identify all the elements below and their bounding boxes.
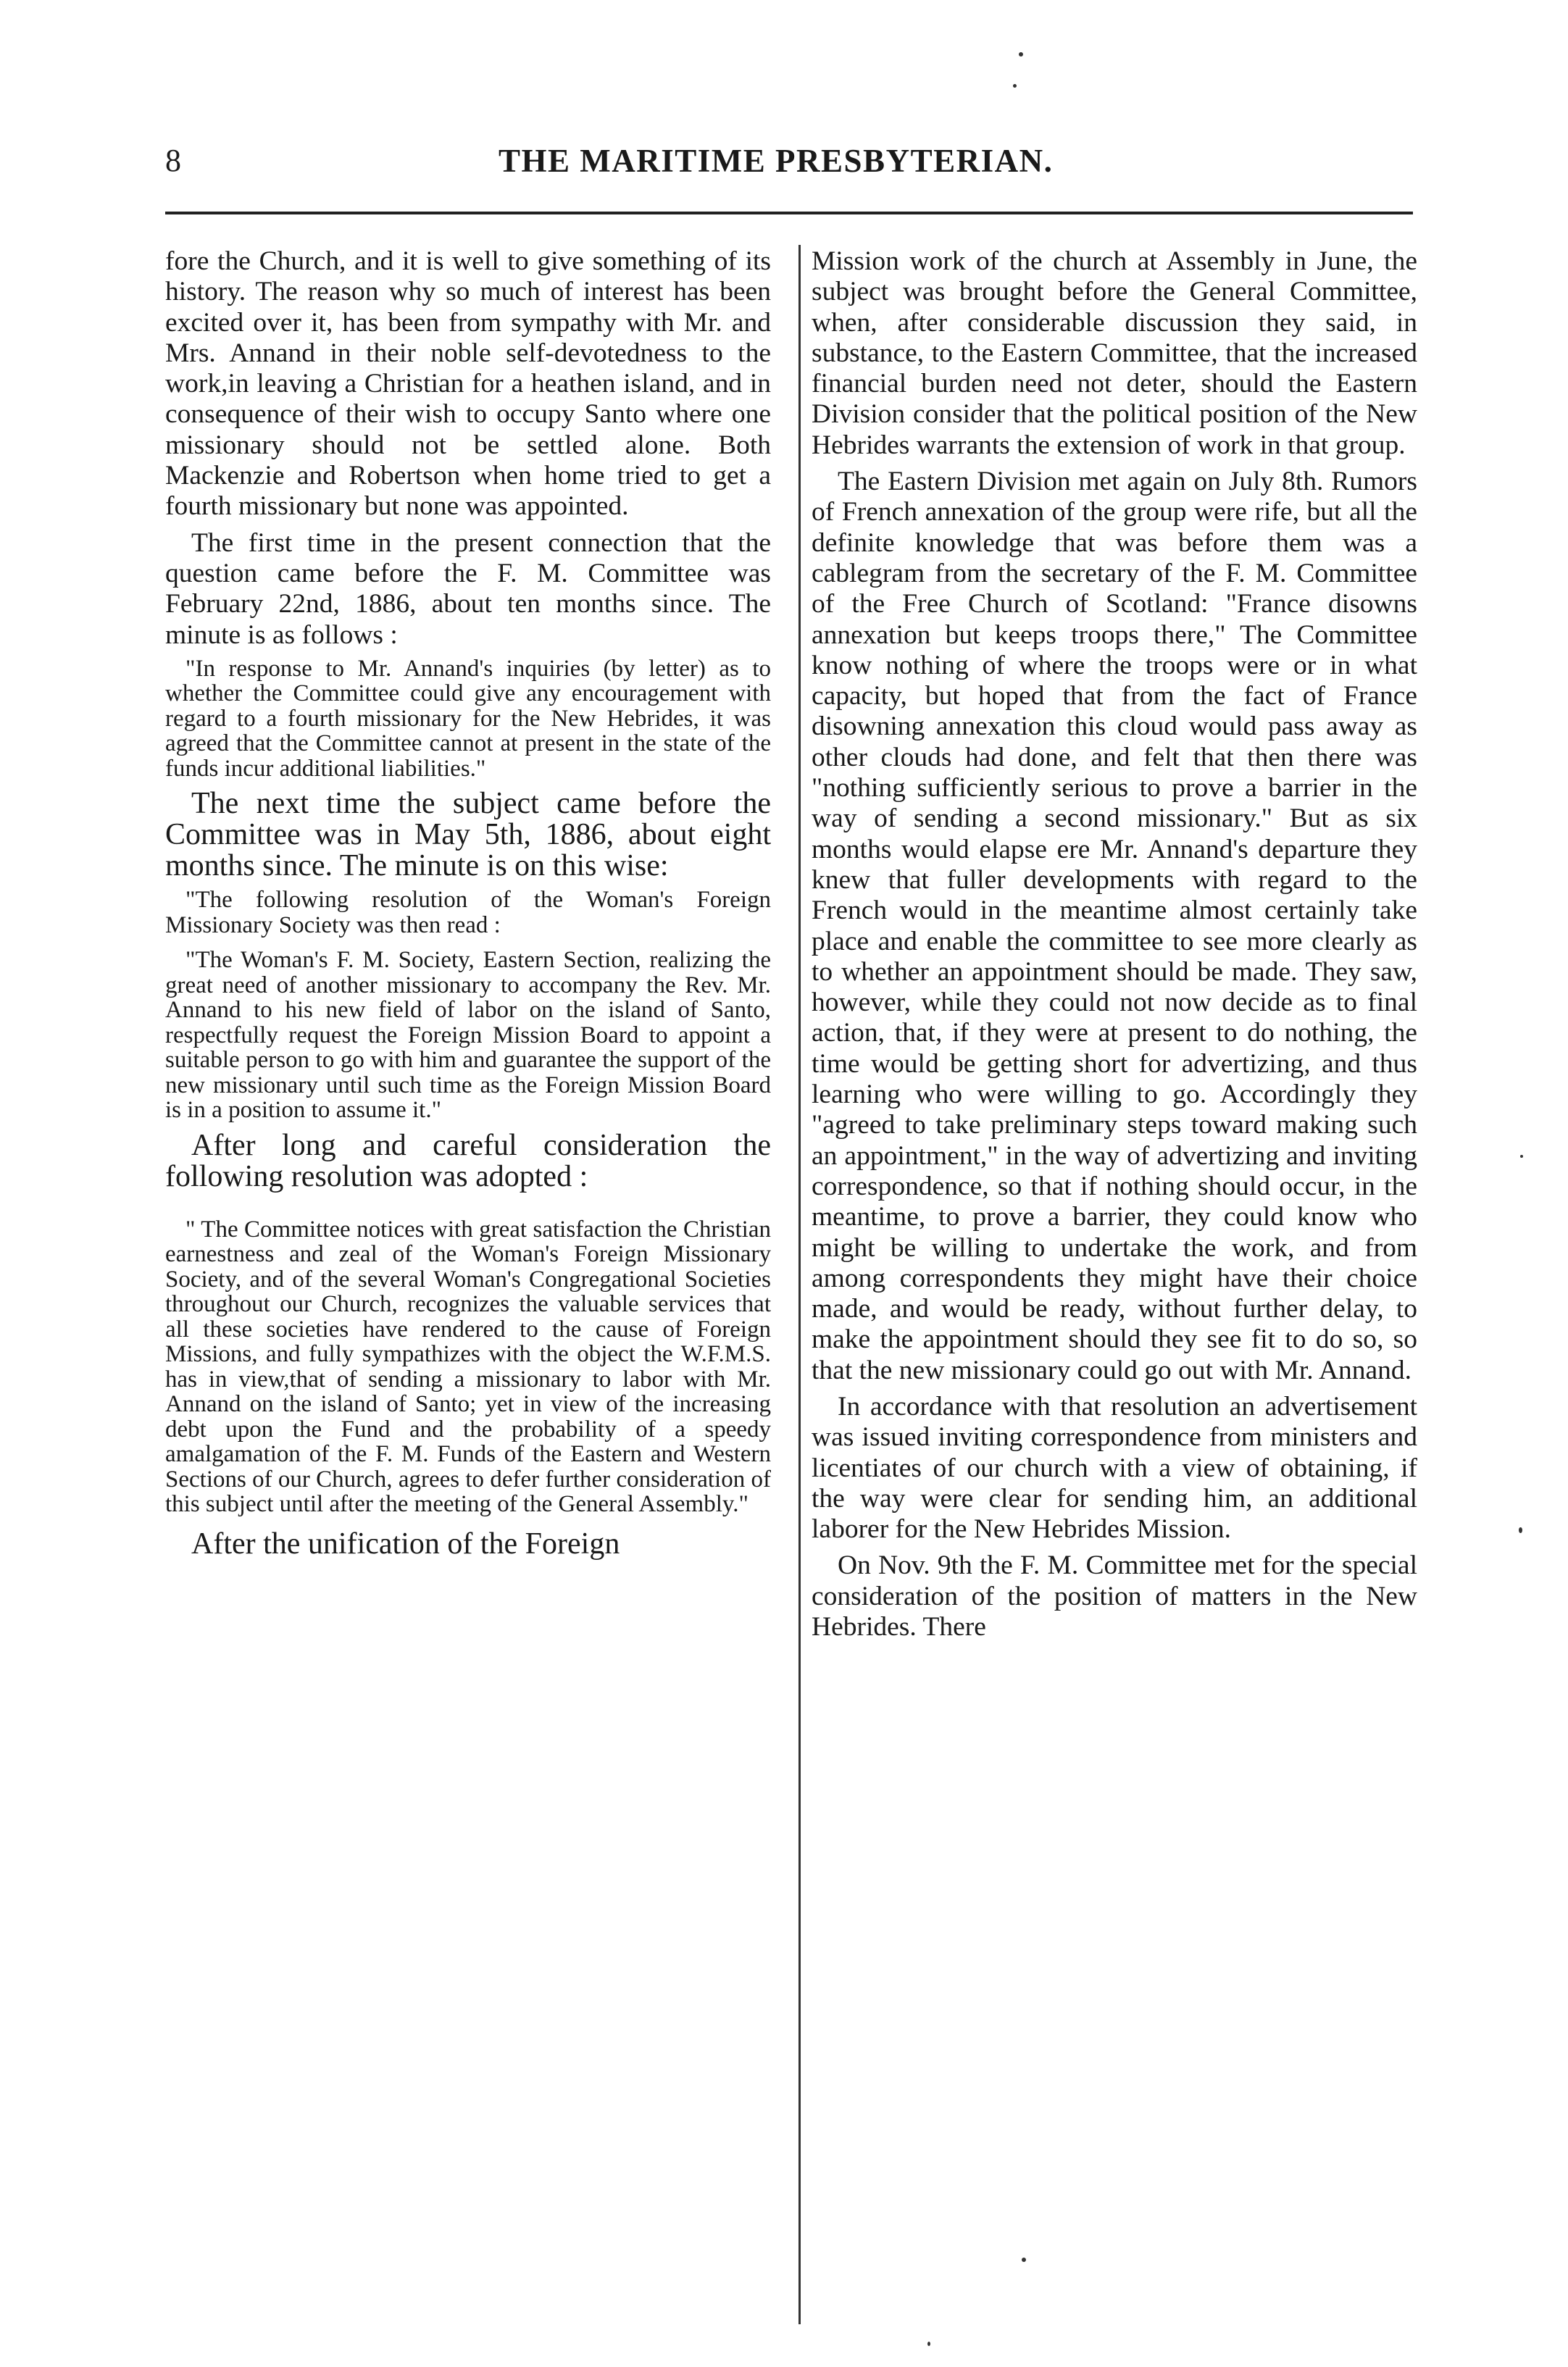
paragraph: The next time the subject came before the Committee was in May 5th, 1886, about eight months since. The minute is on this wise: xyxy=(165,787,771,883)
ink-speck xyxy=(1013,84,1017,88)
paragraph: The first time in the present connection that the question came before the F. M. Committee was February 22nd, 1886, about ten months since. The minute is as follows : xyxy=(165,527,771,650)
ink-speck xyxy=(1519,1527,1522,1533)
block-quote: "In response to Mr. Annand's inquiries (by letter) as to whether the Committee could give any encouragement with regard to a fourth missionary for the New Hebrides, it was agreed that the Committee cannot at present in the state of the funds incur additional liabilities." xyxy=(165,655,771,782)
header-rule xyxy=(165,212,1413,214)
paragraph: Mission work of the church at Assembly in June, the subject was brought before the General Committee, when, after considerable discussion they said, in substance, to the Eastern Committee, that the increased financial burden need not deter, should the Eastern Division consider that the political position of the New Hebrides warrants the extension of work in that group. xyxy=(812,246,1417,460)
left-column xyxy=(165,246,771,1566)
paragraph: On Nov. 9th the F. M. Committee met for the special consideration of the position of matters in the New Hebrides. There xyxy=(812,1550,1417,1642)
column-divider xyxy=(798,245,801,2324)
block-quote: " The Committee notices with great satisfaction the Christian earnestness and zeal of the Woman's Foreign Missionary Society, and of the several Woman's Congregational Societies throughout our Church, recognizes the valuable services that all these societies have rendered to the cause of Foreign Missions, and fully sympathizes with the object the W.F.M.S. has in view,that of sending a missionary to labor with Mr. Annand on the island of Santo; yet in view of the increasing debt upon the Fund and the probability of a speedy amalgamation of the F. M. Funds of the Eastern and Western Sections of our Church, agrees to defer further consideration of this subject until after the meeting of the General Assembly." xyxy=(165,1216,771,1518)
ink-speck xyxy=(1022,2258,1026,2262)
page-header xyxy=(165,142,1411,200)
paragraph: In accordance with that resolution an advertisement was issued inviting correspondence from ministers and licentiates of our church with a view of obtaining, if the way were clear for sending him, an additional laborer for the New Hebrides Mission. xyxy=(812,1391,1417,1545)
paragraph: The Eastern Division met again on July 8th. Rumors of French annexation of the group were rife, but all the definite knowledge that was before them was a cablegram from the secretary of the F. M. Committee of the Free Church of Scotland: "France disowns annexation but keeps troops there," The Committee know nothing of where the troops were or in what capacity, but hoped that from the fact of France disowning annexation this cloud would pass away as other clouds had done, and felt that then there was "nothing sufficiently serious to prove a barrier in the way of sending a second missionary." But as six months would elapse ere Mr. Annand's departure they knew that fuller developments with regard to the French would in the meantime almost certainly take place and enable the committee to see more clearly as to whether an appointment should be made. They saw, however, while they could not now decide as to final action, that, if they were at present to do nothing, the time would be getting short for advertizing, and thus learning who were willing to go. Accordingly they "agreed to take preliminary steps toward making such an appointment," in the way of advertizing and inviting correspondence, so that if nothing should occur, in the meantime, to prove a barrier, they could know who might be willing to undertake the work, and from among correspondents they might have their choice made, and would be ready, without further delay, to make the appointment should they see fit to do so, so that the new missionary could go out with Mr. Annand. xyxy=(812,467,1417,1385)
running-title: THE MARITIME PRESBYTERIAN. xyxy=(499,143,1054,179)
paragraph: After long and careful consideration the following resolution was adopted : xyxy=(165,1128,771,1193)
ink-speck xyxy=(1019,52,1023,57)
page-number: 8 xyxy=(165,143,181,178)
ink-speck xyxy=(1520,1155,1523,1158)
paragraph: After the unification of the Foreign xyxy=(191,1527,620,1561)
paragraph: fore the Church, and it is well to give something of its history. The reason why so much of interest has been excited over it, has been from sympathy with Mr. and Mrs. Annand in their noble self-devotedness to the work,in leaving a Christian for a heathen island, and in consequence of their wish to occupy Santo where one missionary should not be settled alone. Both Mackenzie and Robertson when home tried to get a fourth missionary but none was appointed. xyxy=(165,246,771,522)
ink-speck xyxy=(927,2342,930,2346)
block-quote: "The Woman's F. M. Society, Eastern Section, realizing the great need of another missionary to accompany the Rev. Mr. Annand to his new field of labor on the island of Santo, respectfully request the Foreign Mission Board to appoint a suitable person to go with him and guarantee the support of the new missionary until such time as the Foreign Mission Board is in a position to assume it." xyxy=(165,947,771,1124)
right-column xyxy=(812,246,1417,1648)
block-quote: "The following resolution of the Woman's Foreign Missionary Society was then read : xyxy=(165,887,771,938)
